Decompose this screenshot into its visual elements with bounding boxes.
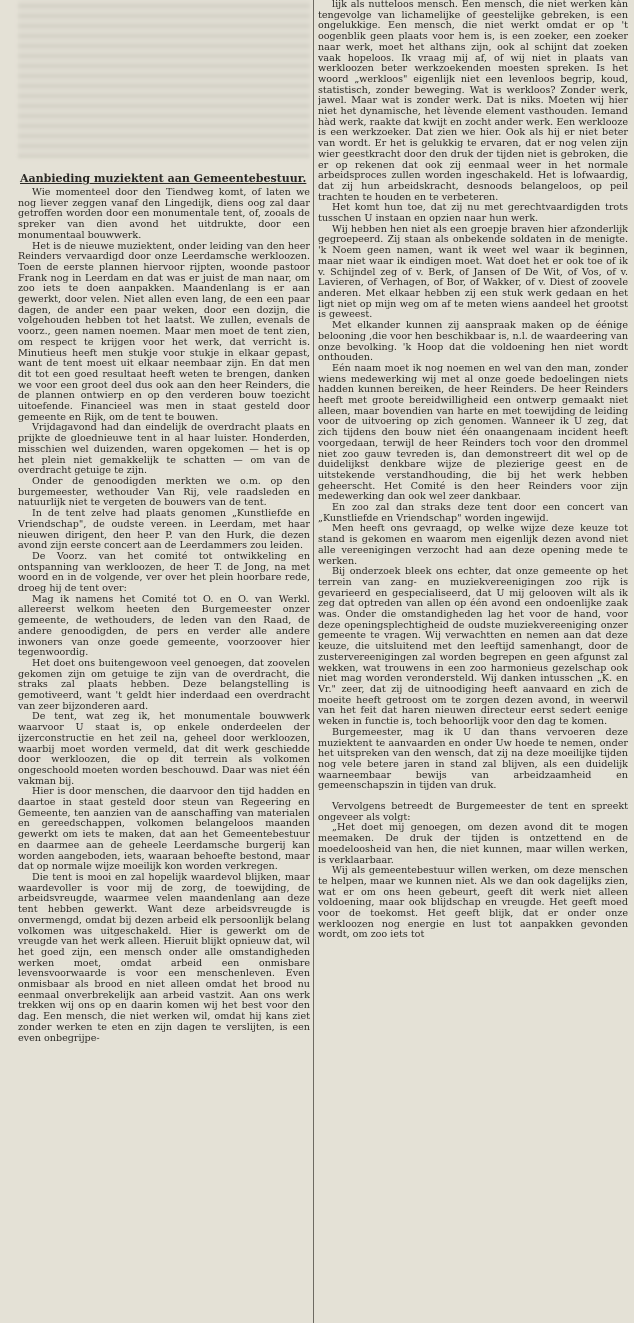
- article-paragraph: Bij onderzoek bleek ons echter, dat onze gemeente op het terrein van zang- en muziekvereenigingen zoo rijk is gevarieerd en gespecialiseerd, dat U mij gelooven wilt als ik zeg dat optreden van allen op één avond een ondoenlijke zaak was. Onder die omstandigheden lag het voor de hand, voor deze openingsplechtigheid de oudste muziekvereeniging onzer gemeente te vragen. Wij verwachtten en nemen aan dat deze keuze, die uitsluitend met den leeftijd samenhangt, door de zustervereenigingen zal worden begrepen en geen afgunst zal wekken, wat trouwens in een zoo harmonieus gezelschap ook niet mag worden verondersteld. Wij danken intusschen „K. en Vr." zeer, dat zij de uitnoodiging heeft aanvaard en zich de moeite heeft getroost om te zorgen dezen avond, in weerwil van het feit dat haren nieuwen directeur eerst sedert eenige weken in functie is, toch behoorlijk voor den dag te komen.: [318, 566, 628, 728]
- article-paragraph: Het is de nieuwe muziektent, onder leiding van den heer Reinders vervaardigd door onze Leerdamsche werkloozen. Toen de eerste plannen hiervoor rijpten, woonde pastoor Frank nog in Leerdam en dat was er juist de man naar, om zoo iets te doen aanpakken. Maandenlang is er aan gewerkt, door velen. Niet allen even lang, de een een paar dagen, de ander een paar weken, door een dozijn, die volgehouden hebben tot het laatst. We zullen, evenals de voorz., geen namen noemen. Maar men moet de tent zien, om respect te krijgen voor het werk, dat verricht is. Minutieus heeft men stukje voor stukje in elkaar gepast, want de tent moest uit elkaar neembaar zijn. En dat men dit tot een goed resultaat heeft weten te brengen, danken we voor een groot deel dus ook aan den heer Reinders, die de plannen ontwierp en op den verderen bouw toezicht uitoefende. Financieel was men in staat gesteld door gemeente en Rijk, om de tent te bouwen.: [18, 240, 310, 423]
- article-paragraph: lijk als nutteloos mensch. Een mensch, die niet werken kàn tengevolge van lichamelijke of geestelijke gebreken, is een ongelukkige. Een mensch, die niet werkt omdat er op 't oogenblik geen plaats voor hem is, is een zoeker, een zoeker naar werk, moet het althans zijn, ook al schijnt dat zoeken vaak hopeloos. Ik vraag mij af, of wij niet in plaats van werkloozen beter werkzoekenden moesten spreken. Is het woord „werkloos" eigenlijk niet een levenloos begrip, koud, statistisch, zonder beweging. Wat is werkloos? Zonder werk, jawel. Maar wat is zonder werk. Dat is niks. Moeten wij hier niet het dynamische, het lèvende element vasthouden. Iemand hàd werk, raakte dat kwijt en zocht ander werk. Een werklooze is een werkzoeker. Dat zien we hier. Ook als hij er niet beter van wordt. Er het is gelukkig te ervaren, dat er nog velen zijn wier geestkracht door den druk der tijden niet is gebroken, die er op rekenen dat ook zij eenmaal weer in het normale arbeidsproces zullen worden ingeschakeld. Het is lofwaardig, dat zij hun arbeidskracht, desnoods belangeloos, op peil trachten te houden en te verbeteren.: [318, 0, 628, 203]
- right-column: [318, 0, 628, 1323]
- article-paragraph: De Voorz. van het comité tot ontwikkeling en ontspanning van werkloozen, de heer T. de Jong, na met woord en in de volgende, ver over het plein hoorbare rede, droeg hij de tent over:: [18, 550, 310, 595]
- article-paragraph: En zoo zal dan straks deze tent door een concert van „Kunstliefde en Vriendschap" worden ingewijd.: [318, 502, 628, 524]
- article-paragraph: Burgemeester, mag ik U dan thans vervoeren deze muziektent te aanvaarden en onder Uw hoede te nemen, onder het uitspreken van den wensch, dat zij na deze moeilijke tijden nog vele betere jaren in stand zal blijven, als een duidelijk waarneembaar bewijs van arbeidzaamheid en gemeenschapszin in tijden van druk.: [318, 726, 628, 792]
- article-paragraph: Wij hebben hen niet als een groepje braven hier afzonderlijk gegroepeerd. Zij staan als onbekende soldaten in de menigte. 'k Noem geen namen, want ik weet wel waar ik beginnen, maar niet waar ik eindigen moet. Wat doet het er ook toe of ik v. Schijndel zeg of v. Berk, of Jansen of De Wit, of Vos, of v. Lavieren, of Verhagen, of Bor, of Wakker, of v. Diest of zoovele anderen. Met elkaar hebben zij een stuk werk gedaan en het ligt niet op mijn weg om af te meten wiens aandeel het grootst is geweest.: [318, 223, 628, 321]
- article-paragraph: Onder de genoodigden merkten we o.m. op den burgemeester, wethouder Van Rij, vele raadsleden en natuurlijk niet te vergeten de bouwers van de tent.: [18, 475, 310, 509]
- article-paragraph: Het komt hun toe, dat zij nu met gerechtvaardigden trots tusschen U instaan en opzien naar hun werk.: [318, 202, 628, 225]
- left-column-body: [18, 188, 310, 1044]
- column-divider: [313, 0, 314, 1323]
- article-paragraph: Vervolgens betreedt de Burgemeester de tent en spreekt ongeveer als volgt:: [318, 801, 628, 823]
- article-paragraph: Het doet ons buitengewoon veel genoegen, dat zoovelen gekomen zijn om getuige te zijn van de overdracht, die straks zal plaats hebben. Deze belangstelling is gemotiveerd, want 't geldt hier inderdaad een overdracht van zeer bijzonderen aard.: [18, 657, 310, 712]
- article-paragraph: Men heeft ons gevraagd, op welke wijze deze keuze tot stand is gekomen en waarom men eigenlijk dezen avond niet alle vereenigingen verzocht had aan deze opening mede te werken.: [318, 523, 628, 567]
- article-paragraph: De tent, wat zeg ik, het monumentale bouwwerk waarvoor U staat is, op enkele onderdeelen der ijzerconstructie en het zeil na, geheel door werkloozen, waarbij moet worden vermeld, dat dit werk geschiedde door werkloozen, die op dit terrein als volkomen ongeschoold moeten worden beschouwd. Daar was niet één vakman bij.: [18, 711, 310, 787]
- article-paragraph: Hier is door menschen, die daarvoor den tijd hadden en daartoe in staat gesteld door steun van Regeering en Gemeente, ten aanzien van de aanschaffing van materialen en gereedschappen, volkomen belangeloos maanden gewerkt om iets te maken, dat aan het Gemeentebestuur en daarmee aan de geheele Leerdamsche burgerij kan worden aangeboden, iets, waaraan behoefte bestond, maar dat op normale wijze moeilijk kon worden verkregen.: [18, 786, 310, 873]
- right-column-body: [318, 0, 628, 941]
- article-paragraph: Wie momenteel door den Tiendweg komt, of laten we nog liever zeggen vanaf den Lingedijk, diens oog zal daar getroffen worden door een monumentale tent, of, zooals de spreker van dien avond het uitdrukte, door een monumentaal bouwwerk.: [18, 187, 310, 241]
- article-paragraph: In de tent zelve had plaats genomen „Kunstliefde en Vriendschap", de oudste vereen. in Leerdam, met haar nieuwen dirigent, den heer P. van den Hurk, die dezen avond zijn eerste concert aan de Leerdammers zou leiden.: [18, 508, 310, 552]
- article-paragraph: Vrijdagavond had dan eindelijk de overdracht plaats en prijkte de gloednieuwe tent in al haar luister. Honderden, misschien wel duizenden, waren opgekomen — het is op het plein niet gemakkelijk te schatten — om van de overdracht getuige te zijn.: [18, 422, 310, 477]
- article-paragraph: „Het doet mij genoegen, om dezen avond dit te mogen meemaken. De druk der tijden is ontzettend en de moedeloosheid van hen, die niet kunnen, maar willen werken, is verklaarbaar.: [318, 822, 628, 866]
- right-continuation: [318, 802, 628, 941]
- article-headline: Aanbieding muziektent aan Gemeentebestuur.: [20, 172, 307, 185]
- article-paragraph: Die tent is mooi en zal hopelijk waardevol blijken, maar waardevoller is voor mij de zorg, de toewijding, de arbeidsvreugde, waarmee velen maandenlang aan deze tent hebben gewerkt. Want deze arbeidsvreugde is onvermengd, omdat bij dezen arbeid elk persoonlijk belang volkomen was uitgeschakeld. Hier is gewerkt om de vreugde van het werk alleen. Hieruit blijkt opnieuw dat, wil het goed zijn, een mensch onder alle omstandigheden werken moet, omdat arbeid een onmisbare levensvoorwaarde is voor een menschenleven. Even onmisbaar als brood en niet alleen omdat het brood nu eenmaal onverbrekelijk aan arbeid vastzit. Aan ons werk trekken wij ons op en daarin komen wij het best voor den dag. Een mensch, die niet werken wil, omdat hij kans ziet zonder werken te eten en zijn dagen te verslijten, is een even onbegrijpe-: [18, 872, 310, 1044]
- article-paragraph: Mag ik namens het Comité tot O. en O. van Werkl. allereerst welkom heeten den Burgemeester onzer gemeente, de wethouders, de leden van den Raad, de andere genoodigden, de pers en verder alle andere inwoners van onze goede gemeente, voorzoover hier tegenwoordig.: [18, 593, 310, 659]
- article-paragraph: Eén naam moet ik nog noemen en wel van den man, zonder wiens medewerking wij met al onze goede bedoelingen niets hadden kunnen bereiken, de heer Reinders. De heer Reinders heeft met groote bereidwilligheid een ontwerp gemaakt niet alleen, maar bovendien van harte en met toewijding de leiding voor de uitvoering op zich genomen. Wanneer ik U zeg, dat zich tijdens den bouw niet één onaangenaam incident heeft voorgedaan, terwijl de heer Reinders toch voor den drommel niet zoo gauw tevreden is, dan demonstreert dit wel op de duidelijkst denkbare wijze de plezierige geest en de uitstekende verstandhouding, die bij het werk hebben geheerscht. Het Comité is den heer Reinders voor zijn medewerking dan ook wel zeer dankbaar.: [318, 362, 628, 503]
- article-paragraph: Wij als gemeentebestuur willen werken, om deze menschen te helpen, maar we kunnen niet. Als we dan ook dagelijks zien, wat er om ons heen gebeurt, geeft dit werk niet alleen voldoening, maar ook blijdschap en vreugde. Het geeft moed voor de toekomst. Het geeft blijk, dat er onder onze werkloozen nog energie en lust tot aanpakken gevonden wordt, om zoo iets tot: [318, 865, 628, 941]
- article-paragraph: Met elkander kunnen zij aanspraak maken op de éénige belooning ,die voor hen beschikbaar is, n.l. de waardeering van onze bevolking. 'k Hoop dat die voldoening hen niet wordt onthouden.: [318, 320, 628, 364]
- left-column: [18, 0, 310, 1323]
- right-paragraphs: [318, 0, 628, 792]
